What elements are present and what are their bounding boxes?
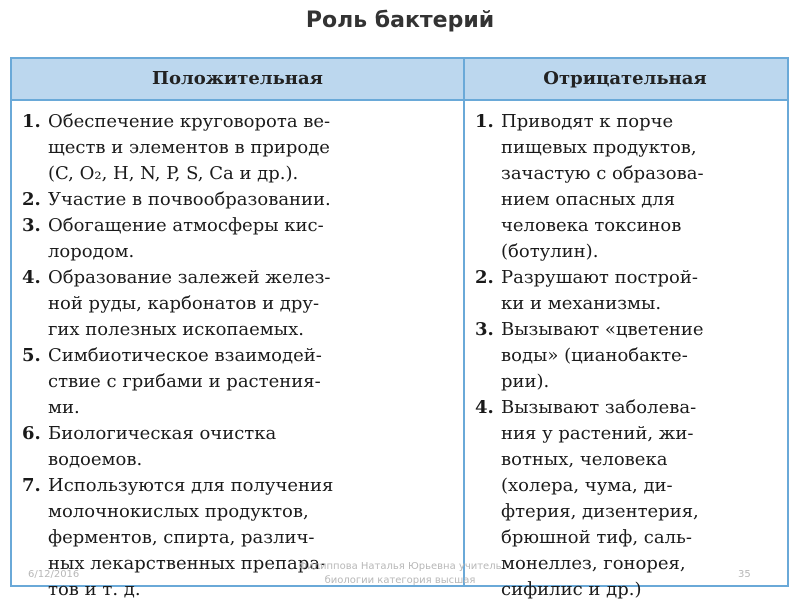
- negative-item-text: Разрушают построй- ки и механизмы.: [501, 267, 698, 314]
- positive-item-number: 1.: [22, 111, 41, 132]
- footer-date: 6/12/2016: [28, 569, 80, 580]
- negative-item: [475, 317, 780, 395]
- negative-list: [475, 109, 780, 603]
- positive-item: [22, 109, 458, 187]
- negative-item-text: Приводят к порче пищевых продуктов, зачастую с образова- нием опасных для человека токсинов (ботулин).: [501, 111, 704, 262]
- positive-list: [22, 109, 458, 603]
- negative-item-number: 2.: [475, 267, 494, 288]
- footer-author: Филиппова Наталья Юрьевна учитель биологии категория высшая: [298, 561, 502, 586]
- negative-item-number: 4.: [475, 397, 494, 418]
- positive-item-number: 5.: [22, 345, 41, 366]
- positive-item-text: Симбиотическое взаимодей- ствие с грибами и растения- ми.: [48, 345, 322, 418]
- negative-item-text: Вызывают заболева- ния у растений, жи- вотных, человека (холера, чума, ди- фтерия, дизентерия, брюшной тиф, саль- монеллез, гонорея, сифилис и др.): [501, 397, 699, 600]
- positive-item-number: 6.: [22, 423, 41, 444]
- footer-page-number: 35: [738, 569, 751, 580]
- negative-item: [475, 265, 780, 317]
- positive-item-number: 4.: [22, 267, 41, 288]
- positive-item-text: Биологическая очистка водоемов.: [48, 423, 277, 470]
- positive-item-text: Образование залежей желез- ной руды, карбонатов и дру- гих полезных ископаемых.: [48, 267, 331, 340]
- positive-item: [22, 343, 458, 421]
- bacteria-role-table: [10, 57, 789, 600]
- header-negative: Отрицательная: [543, 68, 707, 89]
- negative-item-text: Вызывают «цветение воды» (цианобакте- рии).: [501, 319, 704, 392]
- table-header: [12, 59, 787, 101]
- positive-item-number: 2.: [22, 189, 41, 210]
- positive-item: [22, 187, 458, 213]
- positive-item-text: Обогащение атмосферы кис- лородом.: [48, 215, 324, 262]
- positive-item-text: Обеспечение круговорота ве- ществ и элементов в природе (C, O₂, H, N, P, S, Ca и др.).: [48, 111, 331, 184]
- positive-item-text: Используются для получения молочнокислых продуктов, ферментов, спирта, различ- ных лекарственных препара- тов и т. д.: [48, 475, 334, 600]
- positive-item: [22, 213, 458, 265]
- negative-item-number: 3.: [475, 319, 494, 340]
- negative-item-number: 1.: [475, 111, 494, 132]
- positive-item-text: Участие в почвообразовании.: [48, 189, 331, 210]
- header-positive: Положительная: [152, 68, 323, 89]
- positive-item-number: 3.: [22, 215, 41, 236]
- negative-item: [475, 109, 780, 265]
- positive-item-number: 7.: [22, 475, 41, 496]
- positive-item: [22, 265, 458, 343]
- column-divider: [463, 59, 465, 585]
- slide-title: Роль бактерий: [305, 8, 495, 33]
- positive-item: [22, 421, 458, 473]
